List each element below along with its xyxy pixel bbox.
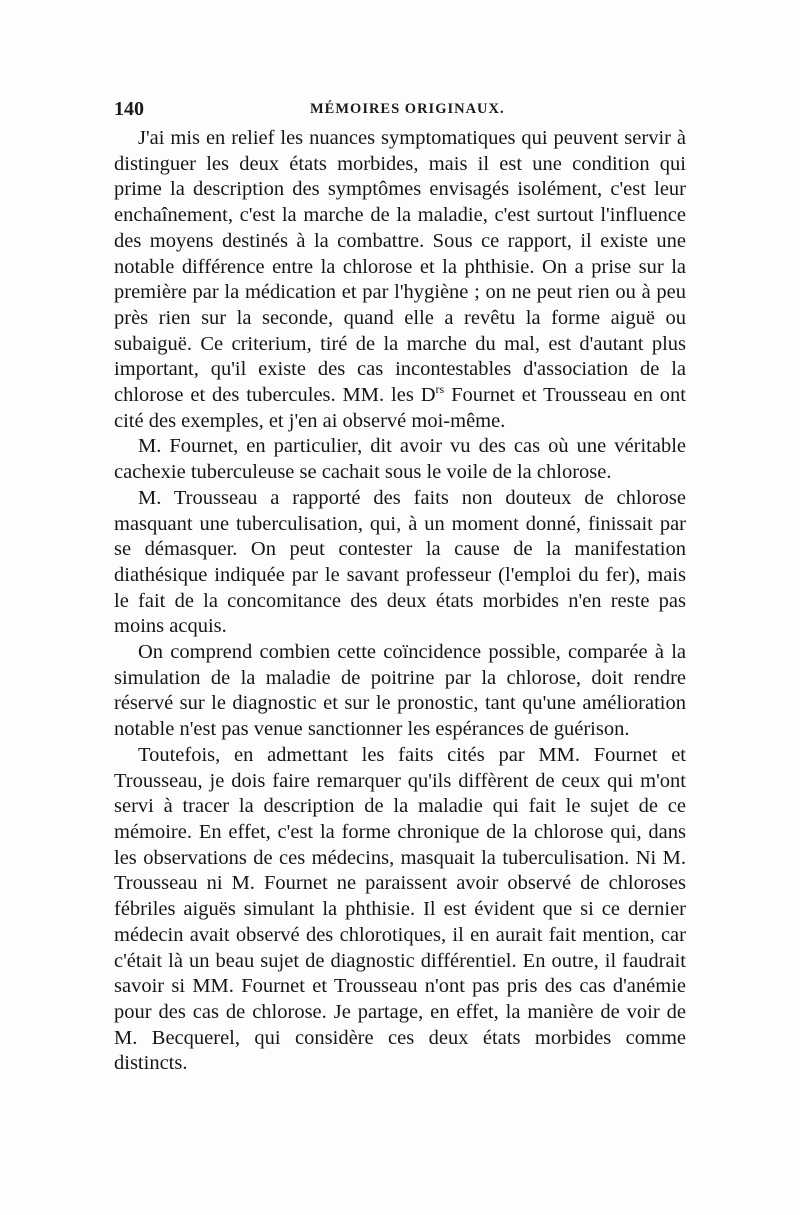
paragraph: Toutefois, en admettant les faits cités par MM. Fournet et Trousseau, je dois faire remarquer qu'ils diffèrent de ceux qui m'ont servi à tracer la description de la maladie qui fait le sujet de ce mémoire. En effet, c'est la forme chronique de la chlorose qui, dans les observations de ces médecins, masquait la tuberculisation. Ni M. Trousseau ni M. Fournet ne paraissent avoir observé de chloroses fébriles aiguës simulant la phthisie. Il est évident que si ce dernier médecin avait observé des chlorotiques, il en aurait fait mention, car c'était là un beau sujet de diagnostic différentiel. En outre, il faudrait savoir si MM. Fournet et Trousseau n'ont pas pris des cas d'anémie pour des cas de chlorose. Je partage, en effet, la manière de voir de M. Becquerel, qui considère ces deux états morbides comme distincts.	[114, 743, 686, 1075]
paragraph: M. Fournet, en particulier, dit avoir vu des cas où une véritable cachexie tuberculeuse se cachait sous le voile de la chlorose.	[114, 435, 686, 484]
paragraph	[114, 126, 686, 434]
paragraph-text: J'ai mis en relief les nuances symptomatiques qui peuvent servir à distinguer les deux états morbides, mais il est une condition qui prime la description des symptômes envisagés isolément, c'est leur enchaînement, c'est la marche de la maladie, c'est surtout l'influence des moyens destinés à la combattre. Sous ce rapport, il existe une notable différence entre la chlorose et la phthisie. On a prise sur la première par la médication et par l'hygiène ; on ne peut rien ou à peu près rien sur la seconde, quand elle a revêtu la forme aiguë ou subaiguë. Ce criterium, tiré de la marche du mal, est d'autant plus important, qu'il existe des cas incontestables d'association de la chlorose et des tubercules. MM. les D	[114, 127, 686, 407]
superscript-abbreviation: rs	[435, 382, 445, 397]
body-text	[114, 126, 686, 1077]
page-header	[114, 98, 686, 122]
page-number: 140	[114, 98, 144, 120]
paragraph: On comprend combien cette coïncidence possible, comparée à la simulation de la maladie de poitrine par la chlorose, doit rendre réservé sur le diagnostic et sur le pronostic, tant qu'une amélioration notable n'est pas venue sanctionner les espérances de guérison.	[114, 641, 686, 741]
paragraph: M. Trousseau a rapporté des faits non douteux de chlorose masquant une tuberculisation, qui, à un moment donné, finissait par se démasquer. On peut contester la cause de la manifestation diathésique indiquée par le savant professeur (l'emploi du fer), mais le fait de la concomitance des deux états morbides n'en reste pas moins acquis.	[114, 486, 686, 638]
paragraph-text-continued: Fournet et Trousseau en ont cité des exemples, et j'en ai observé moi-même.	[114, 384, 686, 432]
running-head: MÉMOIRES ORIGINAUX.	[310, 101, 505, 117]
